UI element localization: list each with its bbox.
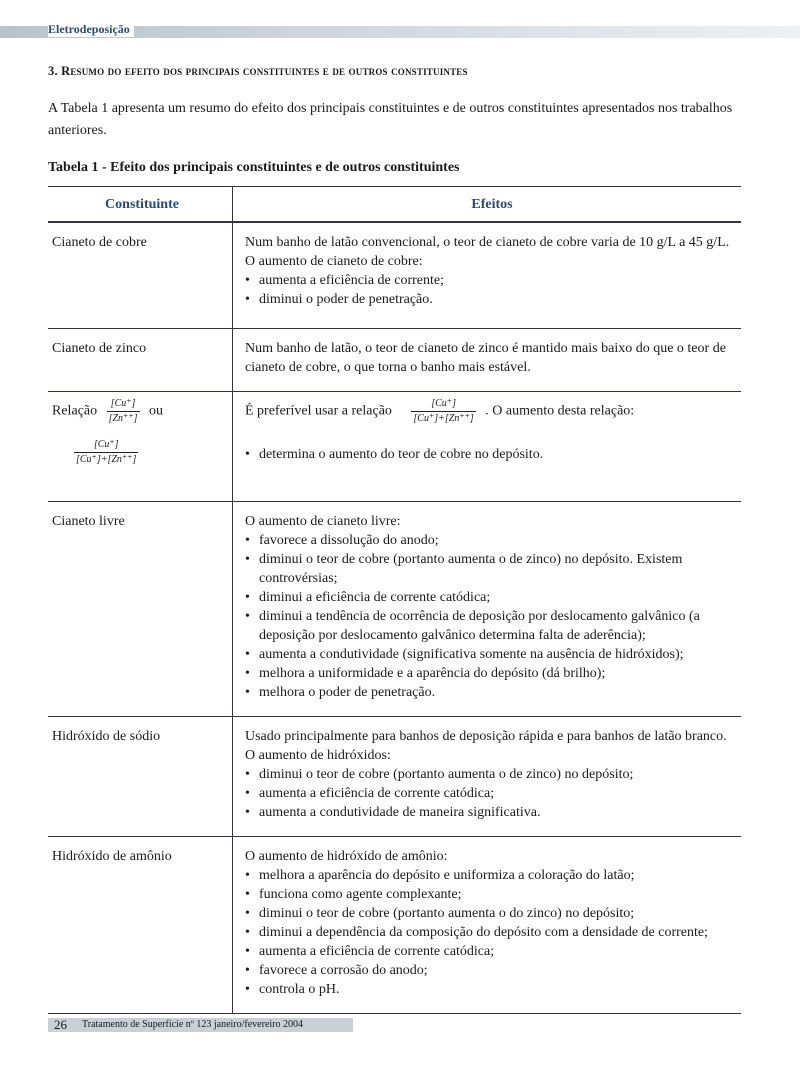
table-header-row <box>48 187 741 223</box>
effect-list <box>245 445 739 464</box>
constituent-cell: Hidróxido de amônio <box>52 848 172 864</box>
page-number: 26 <box>54 1017 67 1032</box>
list-item: • favorece a corrosão do anodo; <box>245 961 739 980</box>
list-item: • diminui a tendência de ocorrência de deposição por deslocamento galvânico (a deposição por deslocamento galvânico determina falta de aderência); <box>245 607 739 645</box>
list-item: • diminui o teor de cobre (portanto aumenta o de zinco) no depósito; <box>245 765 739 784</box>
ratio-fraction-3: $\frac{[Cu^+]}{[Cu^+]+[Zn^{++}]}$ <box>413 397 474 424</box>
effect-intro: É preferível usar a relação $\frac{[Cu^+]}{[Cu^+]+[Zn^{++}]}$ . O aumento desta relação: <box>245 397 635 424</box>
list-item: • aumenta a eficiência de corrente catódica; <box>245 784 739 803</box>
effect-list <box>245 866 739 999</box>
list-item: • melhora a aparência do depósito e uniformiza a coloração do latão; <box>245 866 739 885</box>
list-item: • diminui o teor de cobre (portanto aumenta o de zinco) no depósito. Existem controvérsias; <box>245 550 739 588</box>
running-head: Eletrodeposição <box>48 22 134 37</box>
list-item: • favorece a dissolução do anodo; <box>245 531 739 550</box>
list-item: • funciona como agente complexante; <box>245 885 739 904</box>
effect-intro: Usado principalmente para banhos de deposição rápida e para banhos de latão branco. O aumento de hidróxidos: <box>245 728 727 763</box>
effect-intro: Num banho de latão, o teor de cianeto de zinco é mantido mais baixo do que o teor de cianeto de cobre, o que torna o banho mais estável. <box>245 340 726 375</box>
list-item: • aumenta a condutividade (significativa somente na ausência de hidróxidos); <box>245 645 739 664</box>
list-item: • diminui o poder de penetração. <box>245 290 739 309</box>
ratio-constituent <box>52 398 232 425</box>
ratio-or: ou <box>149 403 163 419</box>
effect-intro: O aumento de hidróxido de amônio: <box>245 848 448 864</box>
table-row <box>48 328 741 391</box>
table-row <box>48 836 741 1013</box>
header-effects: Efeitos <box>233 187 742 223</box>
constituent-cell: Cianeto de cobre <box>52 235 147 250</box>
page-footer <box>48 1018 353 1032</box>
ratio-fraction-1: $\frac{[Cu^+]}{[Zn^{++}]}$ <box>108 397 138 424</box>
list-item: • controla o pH. <box>245 980 739 999</box>
table-row <box>48 716 741 836</box>
ratio-label: Relação <box>52 403 98 419</box>
list-item: • melhora a uniformidade e a aparência do depósito (dá brilho); <box>245 664 739 683</box>
constituent-cell: Cianeto livre <box>52 513 125 529</box>
list-item: • aumenta a condutividade de maneira significativa. <box>245 803 739 822</box>
effect-list <box>245 531 739 702</box>
effect-list <box>245 271 739 309</box>
footer-text: Tratamento de Superfície nº 123 janeiro/fevereiro 2004 <box>82 1019 303 1030</box>
effect-intro: Num banho de latão convencional, o teor de cianeto de cobre varia de 10 g/L a 45 g/L. O aumento de cianeto de cobre: <box>245 235 730 269</box>
table-caption: Tabela 1 - Efeito dos principais constituintes e de outros constituintes <box>48 160 460 175</box>
list-item: • aumenta a eficiência de corrente catódica; <box>245 942 739 961</box>
constituent-cell: Hidróxido de sódio <box>52 728 161 744</box>
list-item: • diminui a dependência da composição do depósito com a densidade de corrente; <box>245 923 739 942</box>
effect-list <box>245 765 739 822</box>
list-item: • aumenta a eficiência de corrente; <box>245 271 739 290</box>
constituent-cell: Cianeto de zinco <box>52 340 147 356</box>
list-item: • diminui a eficiência de corrente catódica; <box>245 588 739 607</box>
header-constituent: Constituinte <box>48 187 233 223</box>
list-item: • melhora o poder de penetração. <box>245 683 739 702</box>
section-heading: 3. Resumo do efeito dos principais constituintes e de outros constituintes <box>48 64 468 78</box>
effect-intro: O aumento de cianeto livre: <box>245 513 401 529</box>
list-item: • determina o aumento do teor de cobre no depósito. <box>245 445 739 464</box>
table-row <box>48 501 741 716</box>
table-row <box>48 391 741 501</box>
list-item: • diminui o teor de cobre (portanto aumenta o do zinco) no depósito; <box>245 904 739 923</box>
ratio-fraction-2: $\frac{[Cu^+]}{[Cu^+]+[Zn^{++}]}$ <box>76 438 137 465</box>
table-row <box>48 222 741 328</box>
intro-paragraph: A Tabela 1 apresenta um resumo do efeito dos principais constituintes e de outros constituintes apresentados nos trabalhos anteriores. <box>48 101 733 138</box>
effects-table <box>48 186 741 1014</box>
